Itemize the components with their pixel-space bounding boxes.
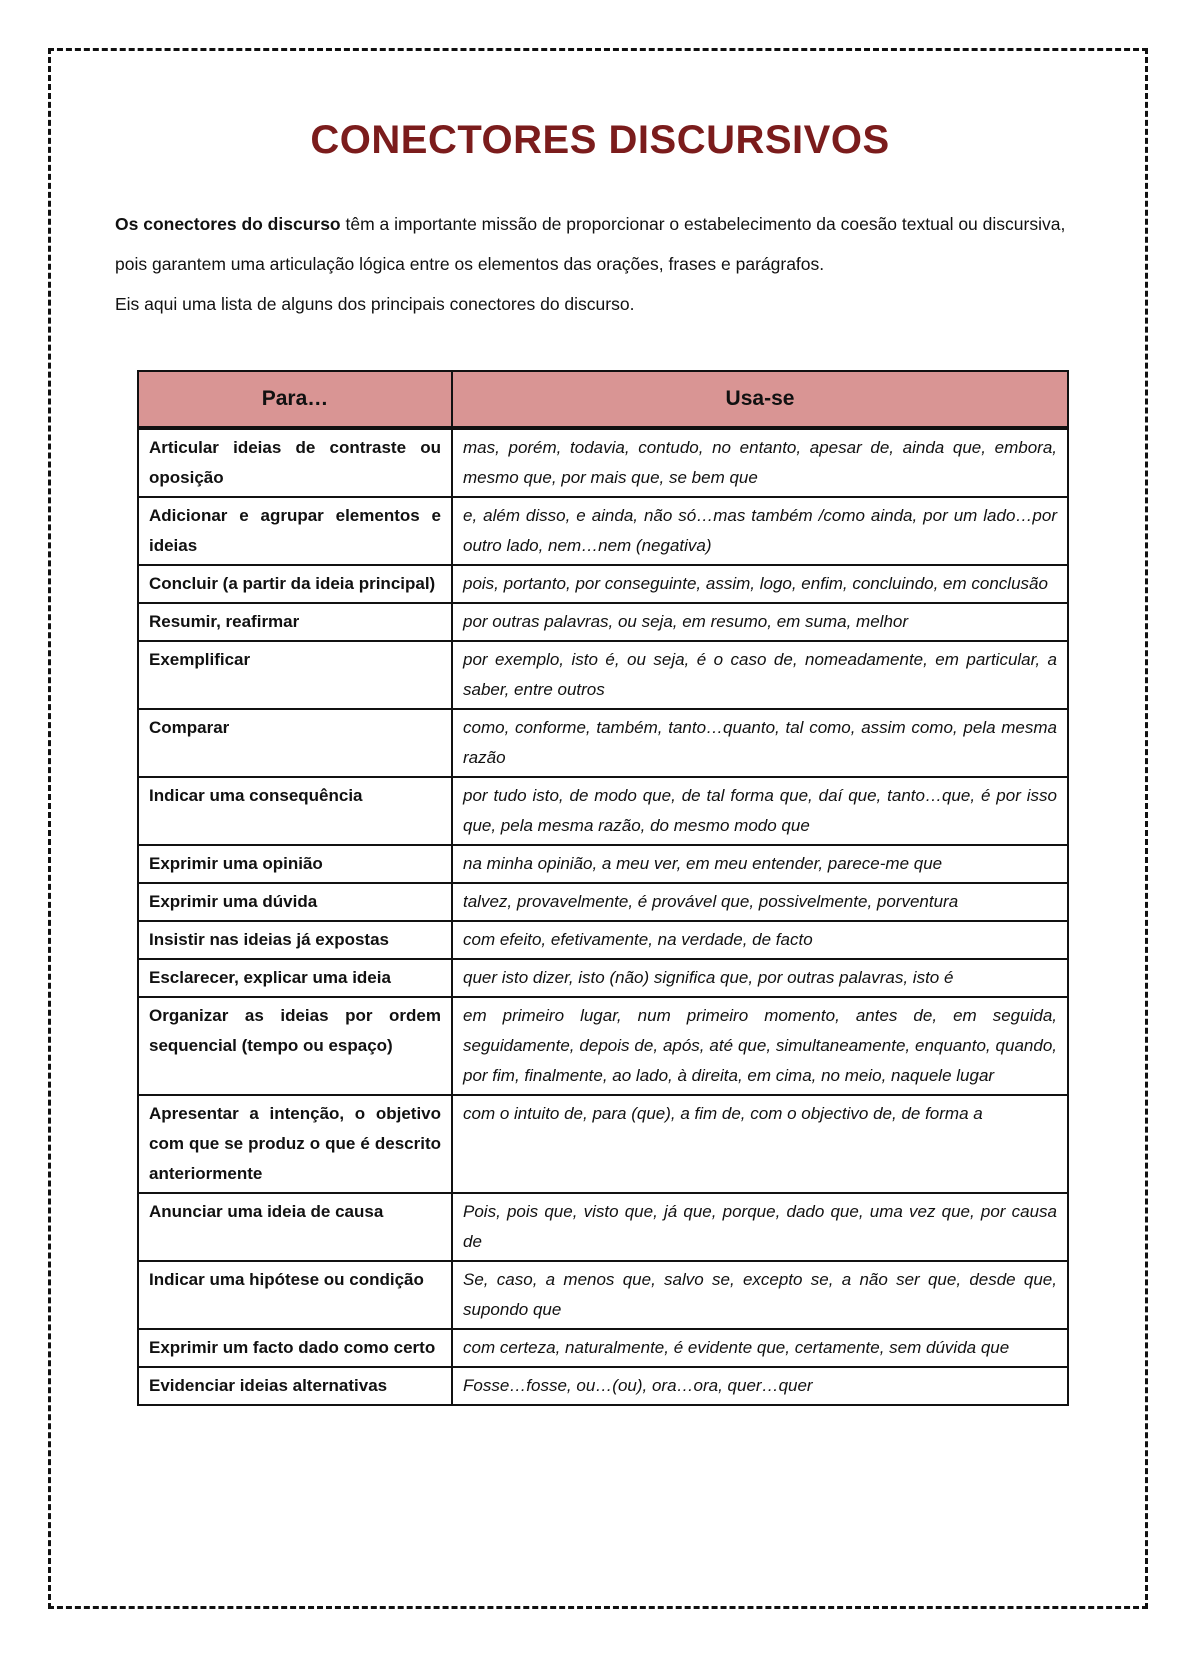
- cell-para: Articular ideias de contraste ou oposição: [138, 428, 452, 497]
- cell-usa-se: Se, caso, a menos que, salvo se, excepto se, a não ser que, desde que, supondo que: [452, 1261, 1068, 1329]
- intro-strong-term: Os conectores do discurso: [115, 214, 341, 234]
- page-title: CONECTORES DISCURSIVOS: [310, 118, 890, 162]
- cell-para: Apresentar a intenção, o objetivo com que se produz o que é descrito anteriormente: [138, 1095, 452, 1193]
- cell-para: Exprimir uma dúvida: [138, 883, 452, 921]
- cell-usa-se: quer isto dizer, isto (não) significa que, por outras palavras, isto é: [452, 959, 1068, 997]
- cell-para: Concluir (a partir da ideia principal): [138, 565, 452, 603]
- intro-text: têm a importante missão de proporcionar o estabelecimento da coesão textual ou discursiva, pois garantem uma articulação lógica entre os elementos das orações, frases e parágrafos.: [115, 214, 1066, 274]
- connectors-table: [137, 370, 1069, 1406]
- table-row: [138, 497, 1068, 565]
- cell-para: Esclarecer, explicar uma ideia: [138, 959, 452, 997]
- cell-para: Adicionar e agrupar elementos e ideias: [138, 497, 452, 565]
- cell-usa-se: Pois, pois que, visto que, já que, porque, dado que, uma vez que, por causa de: [452, 1193, 1068, 1261]
- cell-usa-se: pois, portanto, por conseguinte, assim, logo, enfim, concluindo, em conclusão: [452, 565, 1068, 603]
- cell-usa-se: em primeiro lugar, num primeiro momento, antes de, em seguida, seguidamente, depois de, após, até que, simultaneamente, enquanto, quando, por fim, finalmente, ao lado, à direita, em cima, no meio, naquele lugar: [452, 997, 1068, 1095]
- cell-usa-se: com certeza, naturalmente, é evidente que, certamente, sem dúvida que: [452, 1329, 1068, 1367]
- cell-para: Anunciar uma ideia de causa: [138, 1193, 452, 1261]
- table-row: [138, 1329, 1068, 1367]
- cell-usa-se: talvez, provavelmente, é provável que, possivelmente, porventura: [452, 883, 1068, 921]
- cell-para: Exprimir um facto dado como certo: [138, 1329, 452, 1367]
- table-row: [138, 777, 1068, 845]
- table-row: [138, 997, 1068, 1095]
- table-row: [138, 1261, 1068, 1329]
- table-row: [138, 1095, 1068, 1193]
- cell-usa-se: e, além disso, e ainda, não só…mas também /como ainda, por um lado…por outro lado, nem…nem (negativa): [452, 497, 1068, 565]
- cell-usa-se: por exemplo, isto é, ou seja, é o caso de, nomeadamente, em particular, a saber, entre outros: [452, 641, 1068, 709]
- cell-para: Exprimir uma opinião: [138, 845, 452, 883]
- cell-para: Comparar: [138, 709, 452, 777]
- intro-line-1: [115, 204, 1095, 284]
- cell-usa-se: com o intuito de, para (que), a fim de, com o objectivo de, de forma a: [452, 1095, 1068, 1193]
- cell-usa-se: com efeito, efetivamente, na verdade, de facto: [452, 921, 1068, 959]
- table-row: [138, 709, 1068, 777]
- table-row: [138, 603, 1068, 641]
- cell-para: Insistir nas ideias já expostas: [138, 921, 452, 959]
- header-usa-se: Usa-se: [452, 371, 1068, 428]
- cell-para: Resumir, reafirmar: [138, 603, 452, 641]
- cell-para: Indicar uma hipótese ou condição: [138, 1261, 452, 1329]
- intro-paragraph: [115, 204, 1095, 324]
- cell-usa-se: na minha opinião, a meu ver, em meu entender, parece-me que: [452, 845, 1068, 883]
- cell-para: Evidenciar ideias alternativas: [138, 1367, 452, 1405]
- cell-usa-se: mas, porém, todavia, contudo, no entanto, apesar de, ainda que, embora, mesmo que, por mais que, se bem que: [452, 428, 1068, 497]
- table-row: [138, 428, 1068, 497]
- cell-usa-se: por outras palavras, ou seja, em resumo, em suma, melhor: [452, 603, 1068, 641]
- header-para: Para…: [138, 371, 452, 428]
- table-row: [138, 565, 1068, 603]
- table-row: [138, 883, 1068, 921]
- table-row: [138, 641, 1068, 709]
- cell-para: Exemplificar: [138, 641, 452, 709]
- intro-line-2: Eis aqui uma lista de alguns dos principais conectores do discurso.: [115, 294, 635, 314]
- cell-para: Organizar as ideias por ordem sequencial (tempo ou espaço): [138, 997, 452, 1095]
- table-header-row: [138, 371, 1068, 428]
- table-row: [138, 921, 1068, 959]
- table-row: [138, 959, 1068, 997]
- cell-usa-se: Fosse…fosse, ou…(ou), ora…ora, quer…quer: [452, 1367, 1068, 1405]
- table-row: [138, 1367, 1068, 1405]
- cell-usa-se: como, conforme, também, tanto…quanto, tal como, assim como, pela mesma razão: [452, 709, 1068, 777]
- cell-usa-se: por tudo isto, de modo que, de tal forma que, daí que, tanto…que, é por isso que, pela mesma razão, do mesmo modo que: [452, 777, 1068, 845]
- table-row: [138, 1193, 1068, 1261]
- table-row: [138, 845, 1068, 883]
- cell-para: Indicar uma consequência: [138, 777, 452, 845]
